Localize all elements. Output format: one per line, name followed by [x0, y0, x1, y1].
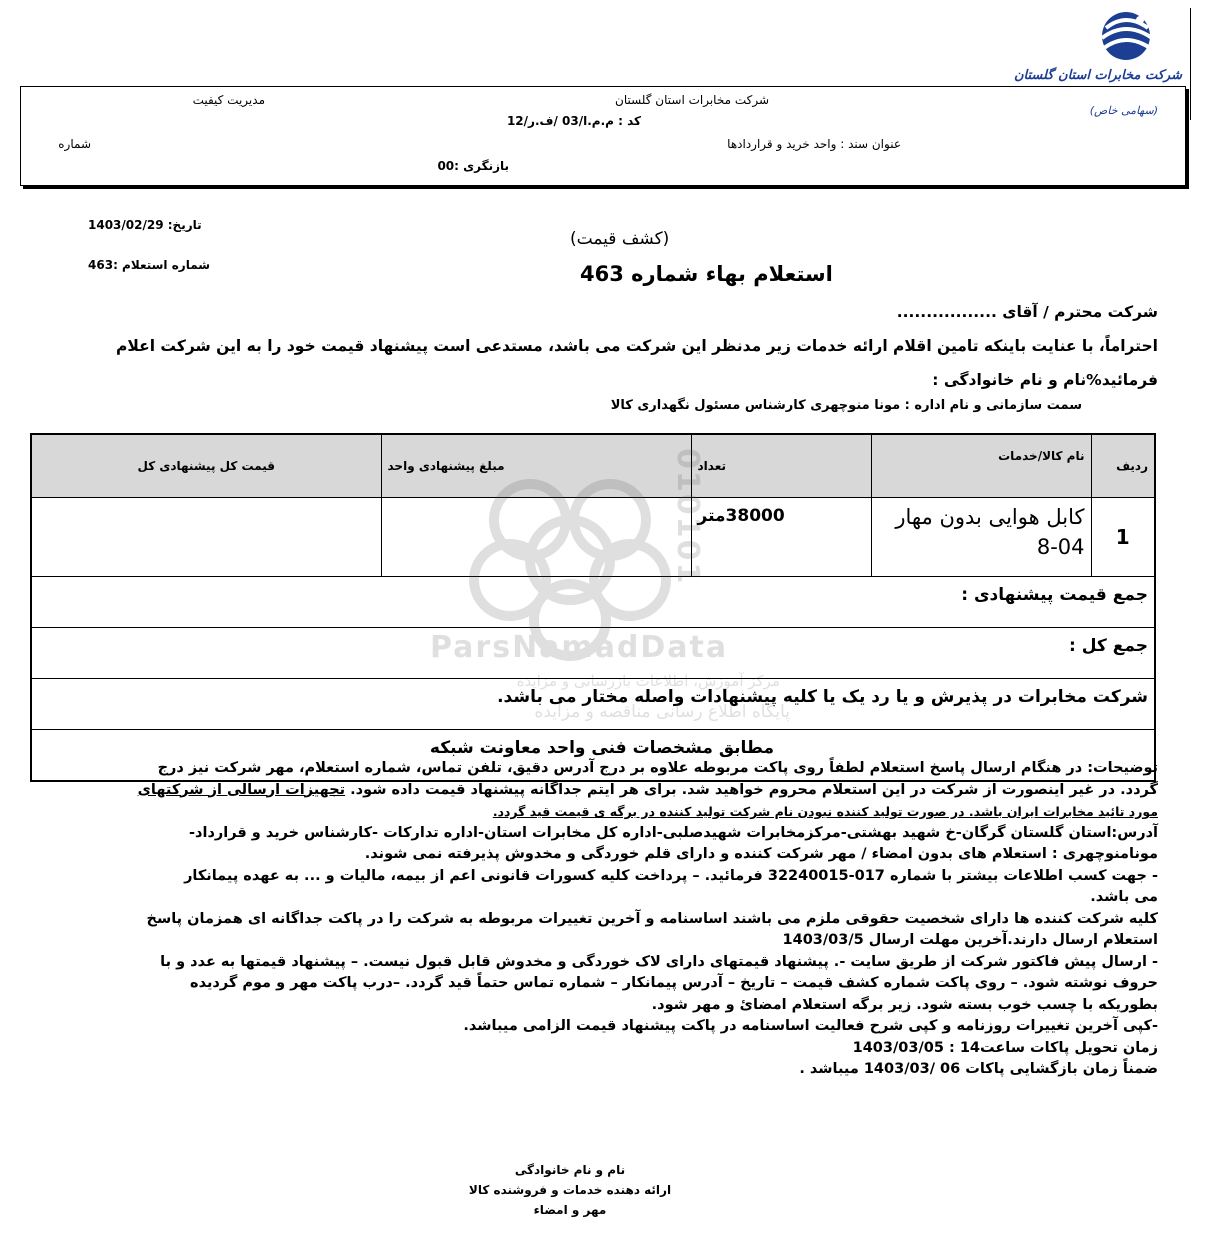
table-row — [31, 498, 1155, 577]
watermark-line-2: پایگاه اطلاع رسانی مناقصه و مزایده — [534, 702, 790, 722]
note-3a: - جهت کسب اطلاعات بیشتر با شماره 017-32240015 فرمائید. – پرداخت کلیه کسورات قانونی اعم از بیمه، مالیات و ... به عهده پیمانکار — [184, 867, 1158, 884]
cell-quantity: 38000متر — [691, 498, 871, 577]
rights-note: شرکت مخابرات در پذیرش و یا رد یک یا کلیه پیشنهادات واصله مختار می باشد. — [31, 679, 1155, 730]
page-title: استعلام بهاء شماره 463 — [580, 262, 833, 286]
col-qty-header: تعداد — [691, 434, 871, 498]
total-row — [31, 628, 1155, 679]
inquiry-date: تاریخ: 1403/02/29 — [88, 218, 202, 232]
note-4a: کلیه شرکت کننده ها دارای شخصیت حقوقی ملزم می باشند اساسنامه و آخرین تغییرات مربوطه به شرکت را در پاکت جداگانه ای همزمان پاسخ — [146, 910, 1158, 927]
note-1a: توضیحات: در هنگام ارسال پاسخ استعلام لطفاً روی پاکت مربوطه علاوه بر درج آدرس دقیق، تلفن تماس، شماره استعلام، مهر شرکت نیز درج — [157, 760, 1158, 776]
notes-section — [28, 758, 1158, 1081]
inquiry-number: شماره استعلام :463 — [88, 258, 211, 272]
watermark-brand: ParsNamadData — [430, 630, 729, 665]
logo-company-name: شرکت مخابرات استان گلستان — [1013, 68, 1182, 83]
note-2b: مونامنوچهری : استعلام های بدون امضاء / مهر شرکت کننده و دارای قلم خوردگی و مخدوش پذیرفته نمی شوند. — [364, 846, 1158, 862]
header-document-title: عنوان سند : واحد خرید و قراردادها — [727, 137, 901, 151]
sum-label: جمع قیمت پیشنهادی : — [31, 577, 1155, 628]
total-label: جمع کل : — [31, 628, 1155, 679]
note-1c: مورد تائید مخابرات ایران باشد. در صورت تولید کننده نبودن نام شرکت تولید کننده در برگه ی قیمت قید گردد. — [492, 804, 1158, 819]
note-5a: - ارسال پیش فاکتور شرکت از طریق سایت -. پیشنهاد قیمتهای دارای لاک خوردگی و مخدوش قابل قبول نیست. – پیشنهاد قیمتها به عدد و با — [160, 953, 1158, 970]
note-4b: استعلام ارسال دارند.آخرین مهلت ارسال 1403/03/5 — [782, 932, 1158, 948]
note-1b-plain: گردد. در غیر اینصورت از شرکت در این استعلام محروم خواهید شد. برای هر آیتم جداگانه پیشنهاد قیمت داده شود. — [350, 781, 1158, 798]
col-item-header: نام کالا/خدمات — [871, 434, 1091, 498]
note-8: ضمناً زمان بازگشایی پاکات 06 /1403/03 میباشد . — [799, 1061, 1158, 1077]
note-5c: بطوریکه با چسب خوب بسته شود. زیر برگه استعلام امضائ و مهر شود. — [651, 996, 1158, 1013]
table-header-row — [31, 434, 1155, 498]
intro-line-1: احتراماً، با عنایت باینکه تامین اقلام ارائه خدمات زیر مدنظر این شرکت می باشد، مستدعی است پیشنهاد قیمت خود را به این شرکت اعلام — [116, 337, 1158, 355]
salutation: شرکت محترم / آقای ................. — [896, 303, 1158, 321]
note-5b: حروف نوشته شود. – روی پاکت شماره کشف قیمت – تاریخ – آدرس پیمانکار – شماره تماس حتماً قید گردد. –درب پاکت مهر و موم گردیده — [190, 975, 1158, 991]
sum-row — [31, 577, 1155, 628]
header-code: کد : م.م.ا/03 /ف.ر/12 — [506, 114, 641, 128]
intro-line-3: سمت سازمانی و نام اداره : مونا منوچهری کارشناس مسئول نگهداری کالا — [610, 398, 1082, 413]
signature-provider-label: ارائه دهنده خدمات و فروشنده کالا — [468, 1183, 672, 1197]
note-6: -کپی آخرین تغییرات روزنامه و کپی شرح فعالیت اساسنامه در پاکت پیشنهاد قیمت الزامی میباشد. — [463, 1018, 1158, 1034]
cell-unit-price — [381, 498, 691, 577]
watermark-line-1: مرکز آموزش، اطلاعات بازرسانی و مزایده — [516, 672, 780, 690]
header-number-label: شماره — [58, 137, 91, 151]
document-header — [20, 86, 1186, 186]
note-3b: می باشد. — [1090, 889, 1158, 905]
spec-note: مطابق مشخصات فنی واحد معاونت شبکه — [31, 730, 1155, 782]
logo-subtitle: (سهامی خاص) — [1089, 104, 1158, 117]
rights-row — [31, 679, 1155, 730]
header-department: مدیریت کیفیت — [192, 93, 265, 107]
col-total-price-header: قیمت کل پیشنهادی کل — [31, 434, 381, 498]
cell-row-number: 1 — [1091, 498, 1155, 577]
header-revision: بازنگری :00 — [437, 159, 509, 173]
cell-total-price — [31, 498, 381, 577]
note-1b — [28, 780, 1158, 802]
note-1b-underline: تجهیزات ارسالی از شرکتهای — [137, 781, 346, 798]
cell-item-name: کابل هوایی بدون مهار 04-8 — [871, 498, 1091, 577]
page-subtitle: (کشف قیمت) — [570, 229, 670, 249]
items-table — [30, 433, 1156, 782]
header-company: شرکت مخابرات استان گلستان — [615, 93, 769, 107]
col-unit-price-header: مبلغ پیشنهادی واحد — [381, 434, 691, 498]
signature-stamp-label: مهر و امضاء — [533, 1203, 607, 1217]
note-2a: آدرس:استان گلستان گرگان-خ شهید بهشتی-مرکزمخابرات شهیدصلبی-اداره کل مخابرات استان-اداره تدارکات -کارشناس خرید و قرارداد- — [189, 824, 1158, 841]
watermark-digits: 010101 — [670, 448, 705, 586]
col-row-header: ردیف — [1091, 434, 1155, 498]
logo-divider — [1190, 8, 1191, 120]
signature-name-label: نام و نام خانوادگی — [514, 1163, 626, 1177]
intro-line-2: فرمائید%نام و نام خانوادگی : — [932, 371, 1158, 389]
note-7: زمان تحویل پاکات ساعت14 : 1403/03/05 — [852, 1039, 1158, 1056]
signature-block — [450, 1160, 690, 1220]
